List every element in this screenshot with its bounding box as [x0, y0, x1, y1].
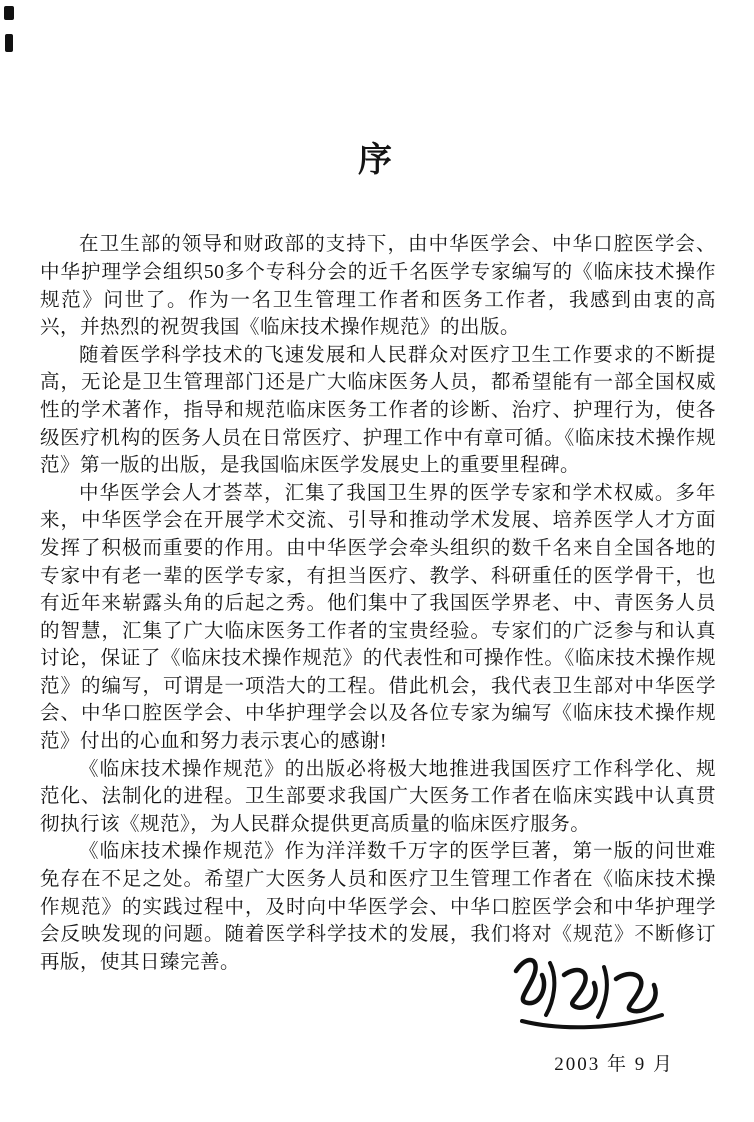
signature-image [498, 945, 678, 1035]
paragraph-3: 中华医学会人才荟萃，汇集了我国卫生界的医学专家和学术权威。多年来，中华医学会在开展学术交流、引导和推动学术发展、培养医学人才方面发挥了积极而重要的作用。由中华医学会牵头组织的数千名来自全国各地的专家中有老一辈的医学专家，有担当医疗、教学、科研重任的医学骨干，也有近年来崭露头角的后起之秀。他们集中了我国医学界老、中、青医务人员的智慧，汇集了广大临床医务工作者的宝贵经验。专家们的广泛参与和认真讨论，保证了《临床技术操作规范》的代表性和可操作性。《临床技术操作规范》的编写，可谓是一项浩大的工程。借此机会，我代表卫生部对中华医学会、中华口腔医学会、中华护理学会以及各位专家为编写《临床技术操作规范》付出的心血和努力表示衷心的感谢! [40, 482, 716, 753]
signature-block [464, 945, 684, 1076]
paragraph-1: 在卫生部的领导和财政部的支持下，由中华医学会、中华口腔医学会、中华护理学会组织50多个专科分会的近千名医学专家编写的《临床技术操作规范》问世了。作为一名卫生管理工作者和医务工作者，我感到由衷的高兴，并热烈的祝贺我国《临床技术操作规范》的出版。 [40, 234, 716, 339]
page-title: 序 [358, 142, 396, 179]
scan-artifact [4, 6, 14, 20]
preface-body [40, 231, 716, 976]
scan-artifact [5, 34, 13, 52]
paragraph-4: 《临床技术操作规范》的出版必将极大地推进我国医疗工作科学化、规范化、法制化的进程。卫生部要求我国广大医务工作者在临床实践中认真贯彻执行该《规范》，为人民群众提供更高质量的临床医疗服务。 [40, 758, 716, 835]
paragraph-2: 随着医学科学技术的飞速发展和人民群众对医疗卫生工作要求的不断提高，无论是卫生管理部门还是广大临床医务人员，都希望能有一部全国权威性的学术著作，指导和规范临床医务工作者的诊断、治疗、护理行为，使各级医疗机构的医务人员在日常医疗、护理工作中有章可循。《临床技术操作规范》第一版的出版，是我国临床医学发展史上的重要里程碑。 [40, 344, 716, 477]
date-text: 2003 年 9 月 [554, 1054, 674, 1075]
paragraph-5: 《临床技术操作规范》作为洋洋数千万字的医学巨著，第一版的问世难免存在不足之处。希望广大医务人员和医疗卫生管理工作者在《临床技术操作规范》的实践过程中，及时向中华医学会、中华口腔医学会和中华护理学会反映发现的问题。随着医学科学技术的发展，我们将对《规范》不断修订再版，使其日臻完善。 [40, 841, 716, 973]
